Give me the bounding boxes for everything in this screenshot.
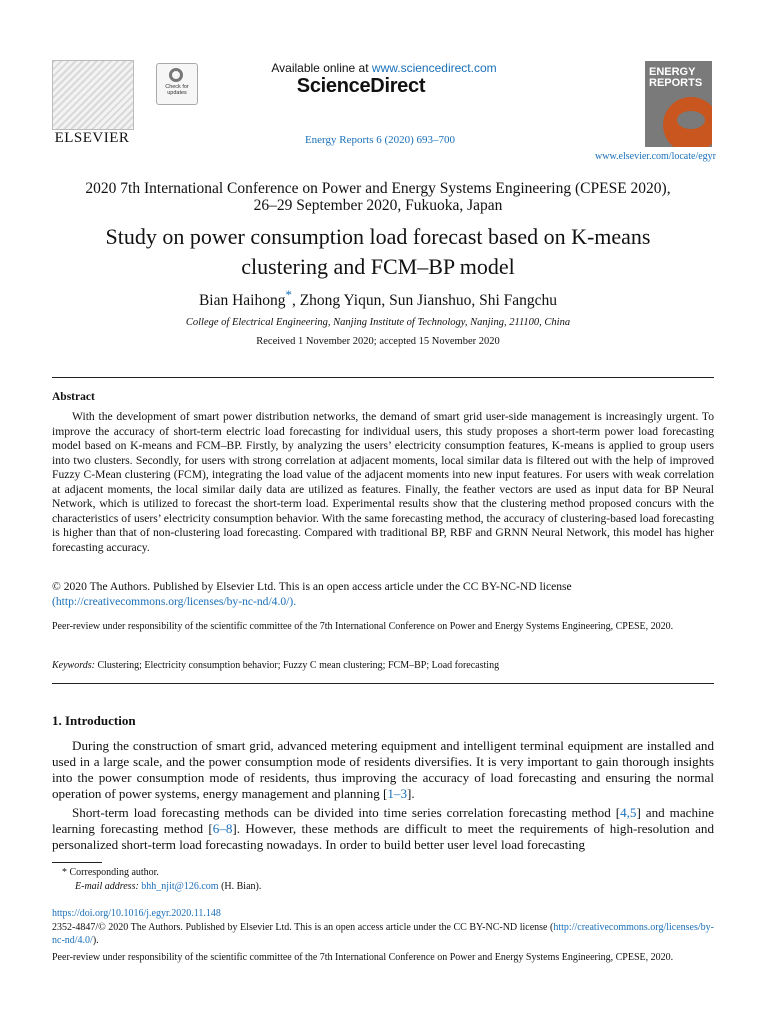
divider-top (52, 377, 714, 378)
keywords-list: Clustering; Electricity consumption behavior; Fuzzy C mean clustering; FCM–BP; Load forecasting (94, 660, 500, 671)
received-dates: Received 1 November 2020; accepted 15 November 2020 (256, 336, 500, 347)
footer-license-end: ). (92, 935, 99, 946)
sciencedirect-link[interactable]: www.sciencedirect.com (371, 61, 497, 75)
elsevier-wordmark: ELSEVIER (54, 130, 130, 146)
footnote-corresponding (62, 867, 159, 878)
email-link[interactable]: bhh_njit@126.com (141, 881, 219, 892)
other-authors: , Zhong Yiqun, Sun Jianshuo, Shi Fangchu (291, 292, 558, 310)
intro-p1-text: During the construction of smart grid, advanced metering equipment and intelligent terminal equipment are installed and used in a large scale, and the power consumption mode of residents diversifies. It is very important to gain thorough insights into the power consumption mode of residents, thus improving the accuracy of load forecasting and ensuring the normal operation of power systems, energy management and planning [ (52, 738, 714, 801)
email-label: E-mail address: (75, 881, 139, 892)
check-updates-label: Check for updates (165, 84, 189, 96)
intro-p2-text-b: ] and machine learning forecasting method [ (52, 805, 714, 836)
journal-reference[interactable]: Energy Reports 6 (2020) 693–700 (304, 134, 456, 146)
footnote-divider (52, 862, 102, 863)
cover-e-cutout (677, 111, 705, 129)
doi-link[interactable]: https://doi.org/10.1016/j.egyr.2020.11.148 (52, 908, 221, 919)
citation-link[interactable]: 4,5 (620, 805, 637, 820)
title-line-1: Study on power consumption load forecast based on K-means (105, 224, 651, 249)
keywords-line (52, 660, 714, 671)
peer-review-note: Peer-review under responsibility of the scientific committee of the 7th International Conference on Power and Energy Systems Engineering, CPESE, 2020. (52, 621, 674, 632)
footer-license (52, 921, 714, 947)
abstract-heading: Abstract (52, 391, 95, 403)
intro-p1-end: ]. (407, 786, 415, 801)
divider-bottom (52, 683, 714, 684)
intro-paragraph-2 (52, 805, 714, 853)
email-suffix: (H. Bian). (218, 881, 262, 892)
author-list (40, 287, 716, 310)
title-line-2: clustering and FCM–BP model (241, 254, 515, 279)
corresponding-author-mark[interactable]: * (285, 287, 292, 302)
first-author: Bian Haihong (198, 292, 286, 310)
journal-url-link[interactable]: www.elsevier.com/locate/egyr (595, 151, 716, 162)
footnote-corresponding-text: Corresponding author. (67, 867, 159, 878)
citation-link[interactable]: 6–8 (212, 821, 233, 836)
intro-paragraph-1 (52, 738, 714, 802)
footnote-email (75, 881, 261, 892)
keywords-label: Keywords: (52, 660, 95, 671)
conference-line-2: 26–29 September 2020, Fukuoka, Japan (253, 197, 503, 214)
conference-info (40, 180, 716, 214)
citation-link[interactable]: 1–3 (387, 786, 408, 801)
license-link[interactable]: (http://creativecommons.org/licenses/by-nc-nd/4.0/). (52, 594, 297, 608)
cover-title: ENERGY REPORTS (649, 66, 703, 89)
available-prefix: Available online at (271, 61, 372, 75)
affiliation: College of Electrical Engineering, Nanjing Institute of Technology, Nanjing, 211100, China (185, 317, 571, 328)
intro-p2-text-c: ]. However, these methods are difficult to meet the requirements of high-resolution and personalized short-term load forecasting nowadays. In order to build better user level load forecasting (52, 821, 714, 852)
copyright-text: © 2020 The Authors. Published by Elsevier Ltd. This is an open access article under the CC BY-NC-ND license (52, 580, 572, 593)
abstract-body: With the development of smart power distribution networks, the demand of smart grid user-side management is increasingly urgent. To improve the accuracy of short-term electric load forecasting for individual users, this study proposes a short-term power load forecasting model based on K-means and FCM–BP. Firstly, by analyzing the users’ electricity consumption features, K-means is applied to group users into two clusters. Secondly, for users with strong correlation at adjacent moments, local similar data is filtered out with the help of improved Fuzzy C-Mean clustering (FCM), integrating the load value of the adjacent moments into new input features. For users with weak correlation at adjacent moments, the local similar daily data are utilized as features. Finally, the feather vectors are used as input data for BP Neural Network, which is utilized to forecast the short-term load. Experimental results show that the clustering method proposed concurs with the characteristics of users’ electricity consumption behavior. With the same forecasting method, the accuracy of clustering-based load forecasting is higher than that of non-clustering load forecasting. Compared with traditional BP, RBF and GRNN Neural Network, this model has higher forecasting accuracy. (52, 410, 714, 554)
footnote-mark: * (62, 867, 67, 878)
copyright-notice (52, 580, 714, 609)
section-heading-introduction: 1. Introduction (52, 713, 136, 728)
sciencedirect-logo: ScienceDirect (296, 75, 426, 97)
footer-peer-review: Peer-review under responsibility of the scientific committee of the 7th International Conference on Power and Energy Systems Engineering, CPESE, 2020. (52, 952, 674, 963)
conference-line-1: 2020 7th International Conference on Power and Energy Systems Engineering (CPESE 2020), (85, 180, 671, 197)
paper-title (40, 222, 716, 282)
journal-cover-image (645, 61, 712, 147)
intro-p2-text-a: Short-term load forecasting methods can be divided into time series correlation forecasting method [ (72, 805, 621, 820)
footer-license-link[interactable]: http://creativecommons.org/licenses/by-nc-nd/4.0/ (52, 922, 714, 946)
footer-license-text: 2352-4847/© 2020 The Authors. Published by Elsevier Ltd. This is an open access article under the CC BY-NC-ND license ( (52, 922, 554, 933)
